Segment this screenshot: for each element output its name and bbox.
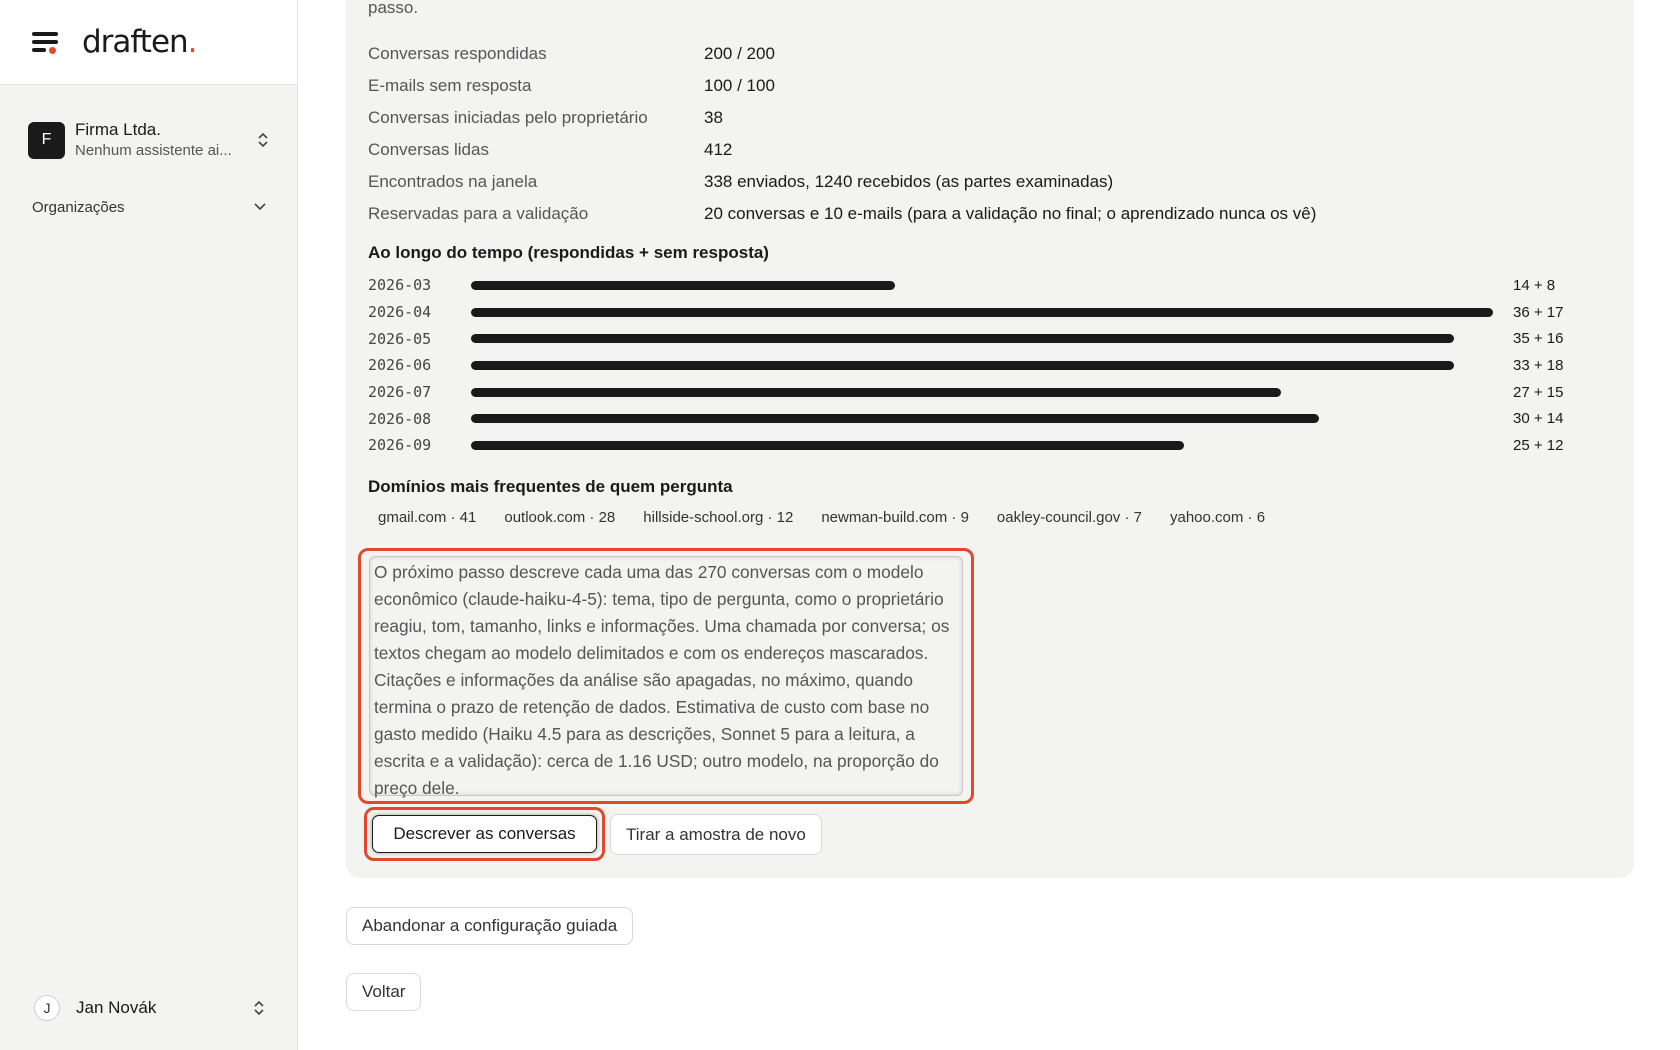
- avatar: J: [34, 995, 60, 1021]
- bar: [471, 361, 1454, 370]
- user-name: Jan Novák: [76, 998, 157, 1017]
- stat-label: Conversas lidas: [368, 140, 489, 159]
- sidebar: [0, 0, 298, 1050]
- stat-label: Conversas respondidas: [368, 44, 547, 63]
- bar-month-label: 2026-03: [368, 276, 432, 295]
- bar: [471, 441, 1184, 450]
- bar-row: [368, 432, 1568, 459]
- bar: [471, 334, 1454, 343]
- stat-row: [368, 70, 1316, 102]
- stat-row: [368, 166, 1316, 198]
- bar-count-label: 36 + 17: [1513, 303, 1564, 321]
- stat-value: 200 / 200: [704, 44, 775, 63]
- stat-value: 412: [704, 140, 733, 159]
- sidebar-header: [0, 0, 297, 85]
- organizations-label: Organizações: [32, 198, 125, 216]
- description-text: O próximo passo descreve cada uma das 270 conversas com o modelo econômico (claude-haiku-4-5): tema, tipo de pergunta, como o proprietário reagiu, tom, tamanho, links e informações. Uma chamada por conversa; os textos chegam ao modelo delimitados e com os endereços mascarados. Citações e informações da análise são apagadas, no máximo, quando termina o prazo de retenção de dados. Estimativa de custo com base no gasto medido (Haiku 4.5 para as descrições, Sonnet 5 para a leitura, a escrita e a validação): cerca de 1.16 USD; outro modelo, na proporção do preço dele.: [374, 562, 950, 798]
- bar-month-label: 2026-07: [368, 383, 432, 402]
- org-switcher[interactable]: [28, 115, 270, 165]
- org-name: Firma Ltda.: [75, 120, 161, 139]
- describe-button-highlight: [364, 807, 605, 861]
- bar-track: [471, 361, 1493, 370]
- nav-organizations[interactable]: [32, 198, 266, 216]
- bar-row: [368, 405, 1568, 432]
- bar-row: [368, 352, 1568, 379]
- bar-month-label: 2026-04: [368, 303, 432, 322]
- stat-row: [368, 198, 1316, 230]
- resample-button[interactable]: Tirar a amostra de novo: [610, 814, 822, 855]
- domain-chip: gmail.com · 41: [378, 509, 477, 526]
- bar-track: [471, 414, 1493, 423]
- menu-icon[interactable]: [32, 30, 60, 54]
- stat-label: E-mails sem resposta: [368, 76, 532, 95]
- stats-list: [368, 38, 1316, 230]
- chevron-up-down-icon: [252, 998, 266, 1018]
- bar-track: [471, 334, 1493, 343]
- card-top-text: passo.: [368, 0, 419, 17]
- stat-row: [368, 38, 1316, 70]
- bar-month-label: 2026-09: [368, 436, 432, 455]
- bar-track: [471, 308, 1493, 317]
- org-avatar: F: [28, 122, 65, 159]
- bar-month-label: 2026-05: [368, 329, 432, 348]
- over-time-chart: [368, 272, 1568, 459]
- bar-row: [368, 325, 1568, 352]
- bar-count-label: 14 + 8: [1513, 276, 1556, 294]
- bar: [471, 388, 1281, 397]
- domains-list: [378, 509, 1293, 526]
- bar-month-label: 2026-06: [368, 356, 432, 375]
- stat-label: Conversas iniciadas pelo proprietário: [368, 108, 648, 127]
- bar-count-label: 27 + 15: [1513, 383, 1564, 401]
- bar-row: [368, 272, 1568, 299]
- abandon-guided-setup-button[interactable]: Abandonar a configuração guiada: [346, 907, 633, 945]
- bar: [471, 414, 1319, 423]
- stat-value: 20 conversas e 10 e-mails (para a validação no final; o aprendizado nunca os vê): [704, 204, 1317, 223]
- stat-label: Encontrados na janela: [368, 172, 538, 191]
- stat-label: Reservadas para a validação: [368, 204, 589, 223]
- domain-chip: hillside-school.org · 12: [643, 509, 794, 526]
- over-time-title: Ao longo do tempo (respondidas + sem resposta): [368, 243, 769, 262]
- bar-count-label: 30 + 14: [1513, 410, 1564, 428]
- domain-chip: outlook.com · 28: [504, 509, 616, 526]
- bar-month-label: 2026-08: [368, 409, 432, 428]
- bar-row: [368, 379, 1568, 406]
- next-step-description: [358, 548, 974, 804]
- stat-row: [368, 102, 1316, 134]
- back-button[interactable]: Voltar: [346, 973, 421, 1011]
- bar-row: [368, 299, 1568, 326]
- domains-title: Domínios mais frequentes de quem pergunta: [368, 477, 733, 496]
- chevron-up-down-icon: [256, 130, 270, 150]
- bar-count-label: 35 + 16: [1513, 330, 1564, 348]
- stat-row: [368, 134, 1316, 166]
- bar-count-label: 25 + 12: [1513, 436, 1564, 454]
- stat-value: 38: [704, 108, 723, 127]
- bar-track: [471, 388, 1493, 397]
- domain-chip: yahoo.com · 6: [1169, 509, 1266, 526]
- bar-count-label: 33 + 18: [1513, 356, 1564, 374]
- brand-logo[interactable]: draften.: [82, 24, 197, 60]
- bar: [471, 308, 1493, 317]
- user-menu[interactable]: [34, 994, 266, 1022]
- chevron-down-icon: [254, 198, 266, 216]
- stat-value: 338 enviados, 1240 recebidos (as partes examinadas): [704, 172, 1114, 191]
- bar-track: [471, 281, 1493, 290]
- bar: [471, 281, 895, 290]
- org-subtitle: Nenhum assistente ai...: [75, 142, 232, 159]
- stat-value: 100 / 100: [704, 76, 775, 95]
- domain-chip: newman-build.com · 9: [821, 509, 969, 526]
- describe-conversations-button[interactable]: Descrever as conversas: [372, 815, 597, 853]
- domain-chip: oakley-council.gov · 7: [996, 509, 1142, 526]
- bar-track: [471, 441, 1493, 450]
